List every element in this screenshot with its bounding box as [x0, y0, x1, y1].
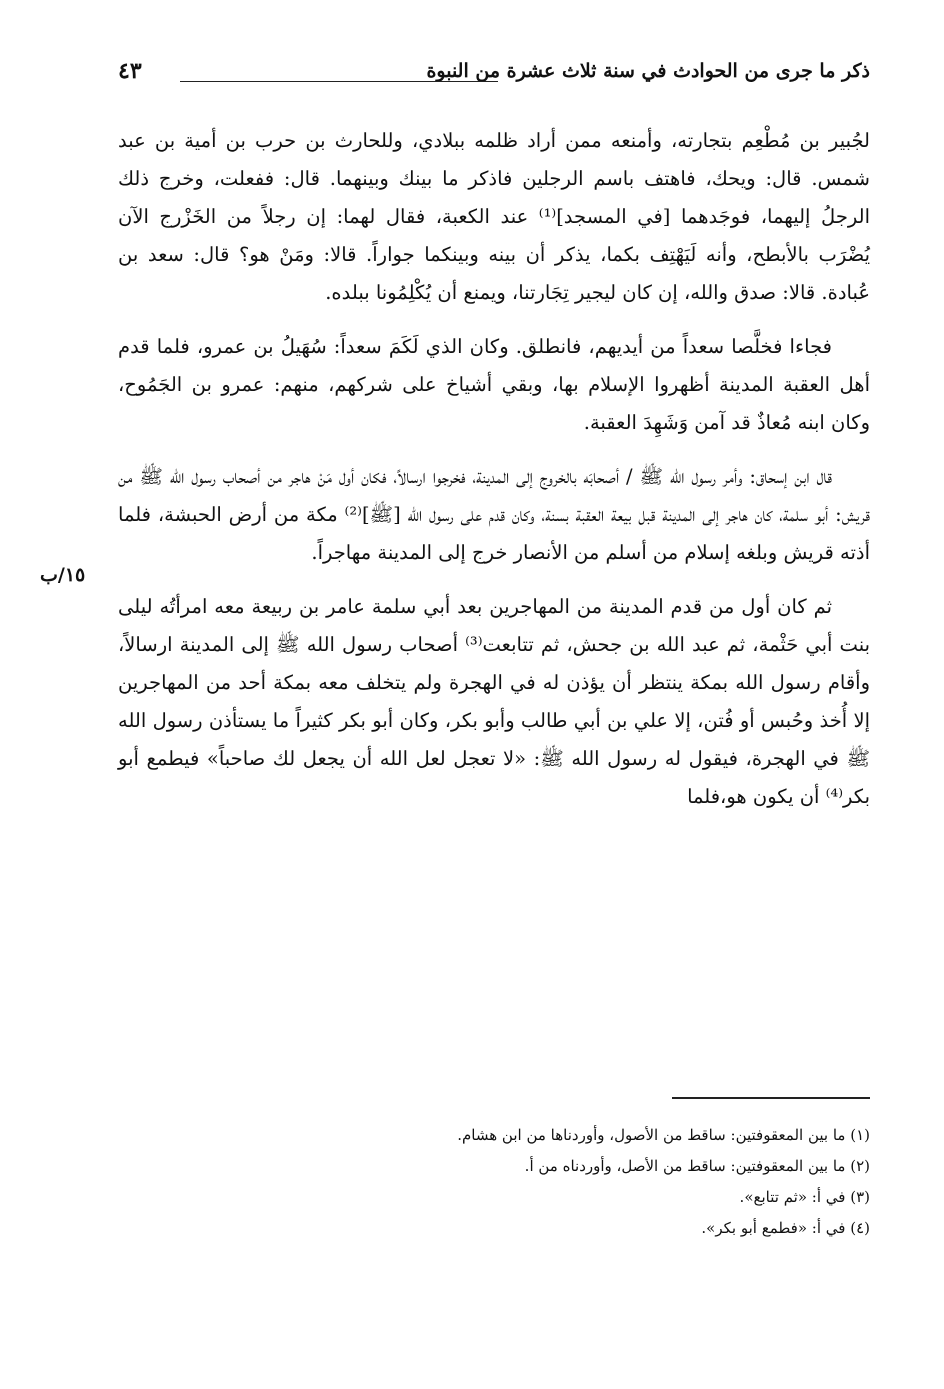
header-rule	[180, 81, 498, 82]
footnote-separator	[672, 1097, 870, 1099]
paragraph-1: لجُبير بن مُطْعِم بتجارته، وأمنعه ممن أراد ظلمه ببلادي، وللحارث بن حرب بن أمية بن عبد شمس. قال: ويحك، فاهتف باسم الرجلين فاذكر ما بينك وبينهما. قال: ففعلت، وخرج ذلك الرجلُ إليهما، فوجَدهما [في المسجد]⁽¹⁾ عند الكعبة، فقال لهما: إن رجلاً من الخَزْرج الآن يُضْرَب بالأبطح، وأنه لَيَهْتِف بكما، يذكر أن بينه وبينكما جواراً. قالا: ومَنْ هو؟ قال: سعد بن عُبادة. قالا: صدق والله، إن كان ليجير تِجَارتنا، ويمنع أن يُكْلِمُونا ببلده.	[118, 129, 870, 304]
page-number: ٤٣	[118, 58, 142, 84]
paragraph-2: فجاءا فخلَّصا سعداً من أيديهم، فانطلق. وكان الذي لَكَمَ سعداً: سُهَيلُ بن عمرو، فلما قدم أهل العقبة المدينة أظهروا الإسلام بها، وبقي أشياخ على شركهم، منهم: عمرو بن الجَمُوح، وكان ابنه مُعاذٌ قد آمن وَشَهِدَ العقبة.	[118, 335, 870, 434]
footnote-4: (٤) في أ: «فطمع أبو بكر».	[701, 1219, 870, 1237]
footnote-2: (٢) ما بين المعقوفتين: ساقط من الأصل، وأوردناه من أ.	[524, 1157, 870, 1175]
header-title: ذكر ما جرى من الحوادث في سنة ثلاث عشرة من النبوة	[426, 60, 870, 82]
paragraph-3: قال ابن إسحاق: وأمر رسول الله ﷺ / أصحابَه بالخروج إلى المدينة، فخرجوا ارسالاً، فكان أول مَنْ هاجر من أصحاب رسول الله ﷺ من قريش: أبو سلمة، كان هاجر إلى المدينة قبل بيعة العقبة بسنة، وكان قدم على رسول الله [ﷺ]⁽²⁾ مكة من أرض الحبشة، فلما أذته قريش وبلغه إسلام من أسلم من الأنصار خرج إلى المدينة مهاجراً.	[118, 465, 870, 564]
footnote-1: (١) ما بين المعقوفتين: ساقط من الأصول، وأوردناها من ابن هشام.	[457, 1126, 870, 1144]
main-text	[118, 122, 870, 832]
footnote-3: (٣) في أ: «ثم تتابع».	[739, 1188, 870, 1206]
paragraph-4: ثم كان أول من قدم المدينة من المهاجرين بعد أبي سلمة عامر بن ربيعة معه امرأتُه ليلى بنت أبي حَثْمة، ثم عبد الله بن جحش، ثم تتابعت⁽³⁾ أصحاب رسول الله ﷺ إلى المدينة ارسالاً، وأقام رسول الله بمكة ينتظر أن يؤذن له في الهجرة ولم يتخلف معه بمكة أحد من المهاجرين إلا أُخذ وحُبس أو فُتن، إلا علي بن أبي طالب وأبو بكر، وكان أبو بكر كثيراً ما يستأذن رسول الله ﷺ في الهجرة، فيقول له رسول الله ﷺ: «لا تعجل لعل الله أن يجعل لك صاحباً» فيطمع أبو بكر⁽⁴⁾ أن يكون هو،فلما	[118, 595, 871, 808]
margin-folio-note: ١٥/ب	[40, 564, 86, 586]
footnotes	[118, 1120, 870, 1244]
running-header	[118, 60, 870, 94]
